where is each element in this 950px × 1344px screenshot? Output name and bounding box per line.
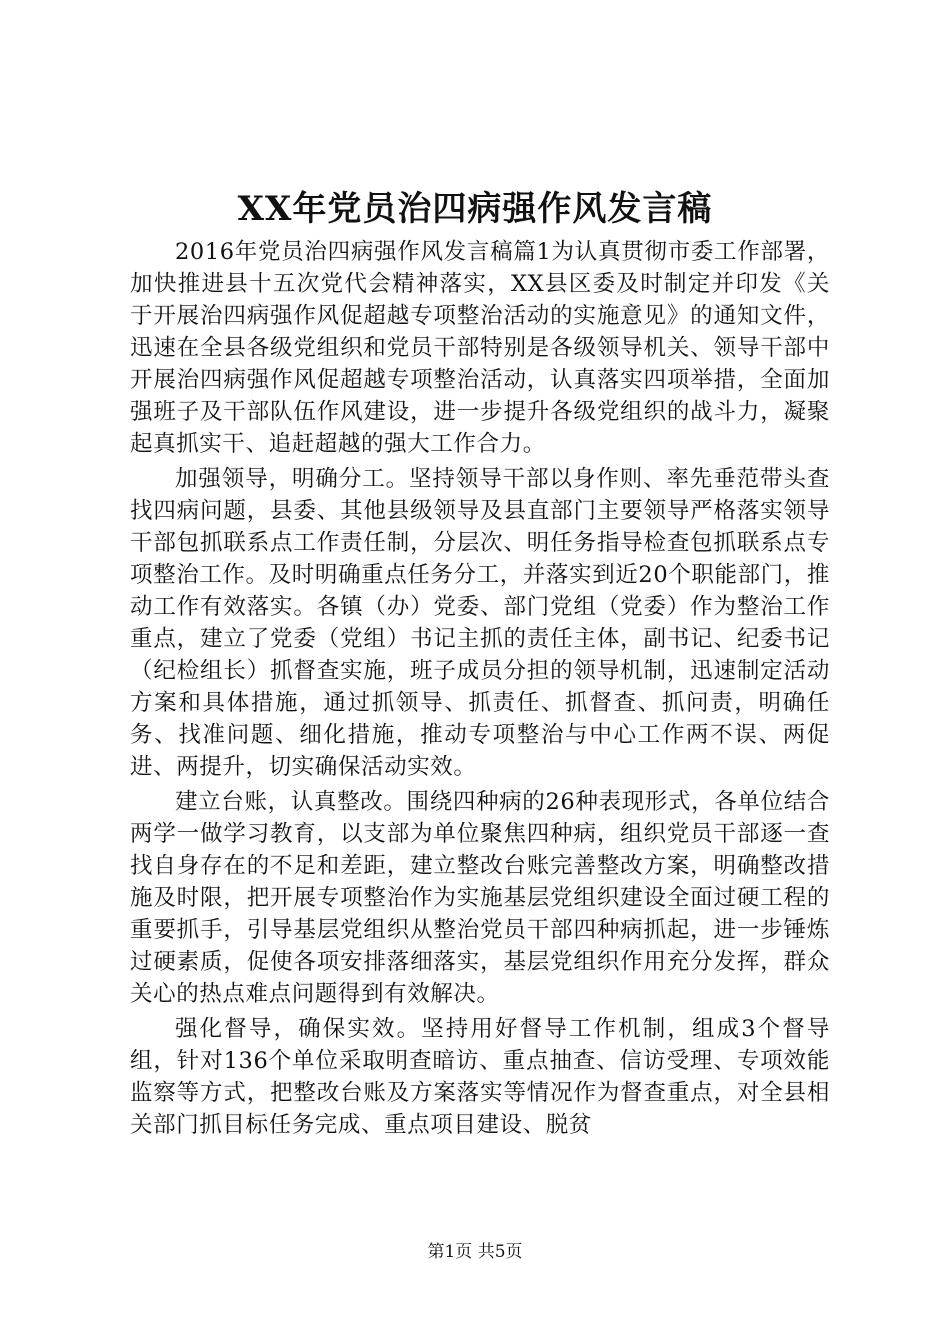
paragraph: 强化督导，确保实效。坚持用好督导工作机制，组成3个督导组，针对136个单位采取明查暗访、重点抽查、信访受理、专项效能监察等方式，把整改台账及方案落实等情况作为督查重点，对全县相关部门抓目标任务完成、重点项目建设、脱贫 <box>130 1016 830 1138</box>
paragraph: 加强领导，明确分工。坚持领导干部以身作则、率先垂范带头查找四病问题，县委、其他县级领导及县直部门主要领导严格落实领导干部包抓联系点工作责任制，分层次、明任务指导检查包抓联系点专项整治工作。及时明确重点任务分工，并落实到近20个职能部门，推动工作有效落实。各镇（办）党委、部门党组（党委）作为整治工作重点，建立了党委（党组）书记主抓的责任主体，副书记、纪委书记（纪检组长）抓督查实施，班子成员分担的领导机制，迅速制定活动方案和具体措施，通过抓领导、抓责任、抓督查、抓问责，明确任务、找准问题、细化措施，推动专项整治与中心工作两不误、两促进、两提升，切实确保活动实效。 <box>130 466 830 780</box>
document-title: XX年党员治四病强作风发言稿 <box>237 189 713 229</box>
paragraph: 2016年党员治四病强作风发言稿篇1为认真贯彻市委工作部署，加快推进县十五次党代会精神落实，XX县区委及时制定并印发《关于开展治四病强作风促超越专项整治活动的实施意见》的通知文件，迅速在全县各级党组织和党员干部特别是各级领导机关、领导干部中开展治四病强作风促超越专项整治活动，认真落实四项举措，全面加强班子及干部队伍作风建设，进一步提升各级党组织的战斗力，凝聚起真抓实干、追赶超越的强大工作合力。 <box>130 239 830 457</box>
document-body <box>130 236 830 1141</box>
page-number-footer: 第1页 共5页 <box>427 1242 523 1262</box>
paragraph: 建立台账，认真整改。围绕四种病的26种表现形式，各单位结合两学一做学习教育，以支部为单位聚焦四种病，组织党员干部逐一查找自身存在的不足和差距，建立整改台账完善整改方案，明确整改措施及时限，把开展专项整治作为实施基层党组织建设全面过硬工程的重要抓手，引导基层党组织从整治党员干部四种病抓起，进一步锤炼过硬素质，促使各项安排落细落实，基层党组织作用充分发挥，群众关心的热点难点问题得到有效解决。 <box>130 789 830 1007</box>
